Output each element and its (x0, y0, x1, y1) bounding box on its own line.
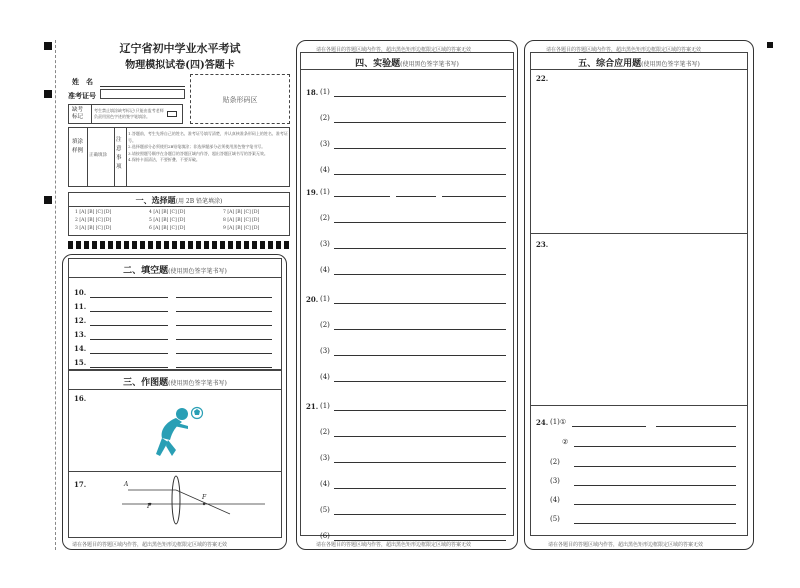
timing-bar (188, 241, 193, 249)
choice-title: 一、选择题(用 2B 铅笔填涂) (135, 195, 223, 205)
q16-number: 16. (74, 394, 87, 403)
absent-note: 考生禁止填涂缺考标记!只能由监考老师负责用黑色字迹的签字笔填涂。 (94, 108, 164, 119)
q23-number: 23. (536, 240, 549, 249)
experiment-sub-label: (4) (320, 166, 330, 174)
experiment-answer-line[interactable] (442, 196, 506, 197)
fill-answer-line[interactable] (176, 311, 272, 312)
q17-number: 17. (74, 480, 87, 489)
experiment-answer-line[interactable] (334, 355, 506, 356)
fill-answer-line[interactable] (176, 297, 272, 298)
lens-label-f2: F (202, 494, 207, 501)
barcode-area (190, 74, 290, 124)
fill-answer-line[interactable] (90, 353, 168, 354)
q24-answer-line[interactable] (574, 466, 736, 467)
experiment-sub-label: (4) (320, 373, 330, 381)
timing-mark (44, 42, 52, 50)
q24-sub-label: (1)① (550, 418, 567, 426)
experiment-answer-line[interactable] (334, 248, 506, 249)
timing-bar (260, 241, 265, 249)
fill-question-number: 11. (74, 302, 87, 311)
experiment-answer-line[interactable] (334, 148, 506, 149)
timing-bar (156, 241, 161, 249)
q24-answer-line[interactable] (574, 523, 736, 524)
timing-bar (76, 241, 81, 249)
experiment-answer-line[interactable] (334, 514, 506, 515)
fill-answer-line[interactable] (90, 297, 168, 298)
fill-answer-line[interactable] (90, 367, 168, 368)
timing-bar (180, 241, 185, 249)
drawing-title: 三、作图题(使用黑色签字笔书写) (123, 378, 227, 388)
timing-bar (92, 241, 97, 249)
timing-bar (108, 241, 113, 249)
choice-item[interactable]: 3 [A] [B] [C] [D] (75, 226, 112, 231)
experiment-sub-label: (3) (320, 454, 330, 462)
q24-sub-label: (4) (550, 496, 560, 504)
fill-sample: 正确填涂 (89, 153, 107, 158)
choice-item[interactable]: 2 [A] [B] [C] [D] (75, 218, 112, 223)
timing-bar (252, 241, 257, 249)
soccer-player-figure (148, 404, 208, 462)
experiment-answer-line[interactable] (334, 303, 506, 304)
timing-bar (284, 241, 289, 249)
q24-answer-line[interactable] (574, 485, 736, 486)
fill-answer-line[interactable] (176, 325, 272, 326)
experiment-answer-line[interactable] (334, 274, 506, 275)
timing-bar (172, 241, 177, 249)
experiment-answer-line[interactable] (334, 488, 506, 489)
experiment-answer-line[interactable] (396, 196, 436, 197)
fill-question-number: 15. (74, 358, 87, 367)
id-label: 准考证号 (68, 91, 96, 100)
timing-bar (220, 241, 225, 249)
experiment-answer-line[interactable] (334, 329, 506, 330)
experiment-question-number: 19. (306, 188, 319, 197)
bottom-note-right: 请在各题目的答题区域内作答，超出黑色矩形边框限定区域的答案无效 (548, 542, 704, 548)
experiment-sub-label: (1) (320, 402, 330, 410)
experiment-answer-line[interactable] (334, 410, 506, 411)
experiment-answer-line[interactable] (334, 381, 506, 382)
notice-box (68, 127, 290, 187)
experiment-answer-line[interactable] (334, 122, 506, 123)
experiment-sub-label: (2) (320, 321, 330, 329)
q24-answer-line[interactable] (574, 446, 736, 447)
timing-bar (164, 241, 169, 249)
choice-item[interactable]: 5 [A] [B] [C] [D] (149, 218, 186, 223)
experiment-sub-label: (1) (320, 188, 330, 196)
experiment-answer-line[interactable] (334, 436, 506, 437)
lens-label-a: A (124, 481, 129, 488)
application-section (530, 52, 748, 536)
experiment-sub-label: (1) (320, 295, 330, 303)
experiment-answer-line[interactable] (334, 462, 506, 463)
choice-item[interactable]: 7 [A] [B] [C] [D] (223, 210, 260, 215)
experiment-answer-line[interactable] (334, 96, 506, 97)
fill-question-number: 14. (74, 344, 87, 353)
experiment-sub-label: (3) (320, 140, 330, 148)
timing-bar (124, 241, 129, 249)
timing-bar (84, 241, 89, 249)
timing-bar (132, 241, 137, 249)
timing-bar (116, 241, 121, 249)
fill-question-number: 13. (74, 330, 87, 339)
timing-bar (196, 241, 201, 249)
fill-title: 二、填空题(使用黑色签字笔书写) (123, 266, 227, 276)
timing-bar (244, 241, 249, 249)
experiment-question-number: 20. (306, 295, 319, 304)
q24-answer-line[interactable] (572, 426, 646, 427)
q24-sub-label: (3) (550, 477, 560, 485)
timing-bar (68, 241, 73, 249)
choice-section (68, 192, 290, 236)
bottom-note-left: 请在各题目的答题区域内作答，超出黑色矩形边框限定区域的答案无效 (72, 542, 228, 548)
fill-answer-line[interactable] (90, 339, 168, 340)
timing-mark (44, 196, 52, 204)
choice-item[interactable]: 4 [A] [B] [C] [D] (149, 210, 186, 215)
top-note-middle: 请在各题目的答题区域内作答，超出黑色矩形边框限定区域的答案无效 (316, 47, 472, 53)
application-title: 五、综合应用题(使用黑色签字笔书写) (578, 59, 700, 69)
name-label: 姓 名 (72, 77, 93, 86)
header-subtitle: 物理模拟试卷(四)答题卡 (125, 60, 235, 71)
absent-box (68, 104, 183, 124)
notice-text: 1.答题前，考生先将自己的姓名、准考证号填写清楚，并认真核准条形码上的姓名、准考证号。 2.选择题部分必须使用2B铅笔填涂；非选择题部分必须使用黑色签字笔书写。 3.请按照题号顺序在各题目的答题区域内作答，超出答题区域书写的答案无效。 4.保持卡面清洁，不要折叠、不要弄破。 (128, 131, 288, 162)
fill-question-number: 10. (74, 288, 87, 297)
q22-number: 22. (536, 74, 549, 83)
notice-label: 注意事项 (116, 137, 122, 170)
lens-label-f1: F (147, 503, 152, 510)
timing-bar (140, 241, 145, 249)
q24-number: 24. (536, 418, 549, 427)
fill-sample-label: 填涂样例 (72, 139, 84, 154)
timing-bar (276, 241, 281, 249)
name-field[interactable] (100, 86, 185, 87)
timing-bar (212, 241, 217, 249)
experiment-sub-label: (3) (320, 347, 330, 355)
fill-question-number: 12. (74, 316, 87, 325)
absent-label: 缺考标记 (72, 107, 84, 120)
fill-answer-line[interactable] (176, 353, 272, 354)
timing-bar (228, 241, 233, 249)
header-title: 辽宁省初中学业水平考试 (119, 42, 241, 55)
timing-bar (236, 241, 241, 249)
id-field[interactable] (100, 89, 185, 99)
experiment-sub-label: (6) (320, 532, 330, 540)
experiment-sub-label: (3) (320, 240, 330, 248)
lens-diagram (120, 470, 270, 532)
experiment-sub-label: (2) (320, 114, 330, 122)
bottom-note-middle: 请在各题目的答题区域内作答，超出黑色矩形边框限定区域的答案无效 (316, 542, 472, 548)
fold-line (55, 40, 56, 550)
experiment-sub-label: (4) (320, 480, 330, 488)
experiment-sub-label: (5) (320, 506, 330, 514)
experiment-sub-label: (1) (320, 88, 330, 96)
choice-item[interactable]: 9 [A] [B] [C] [D] (223, 226, 260, 231)
choice-item[interactable]: 6 [A] [B] [C] [D] (149, 226, 186, 231)
timing-bar (148, 241, 153, 249)
timing-bar (268, 241, 273, 249)
q24-sub-label: (2) (550, 458, 560, 466)
experiment-section (300, 52, 514, 536)
experiment-sub-label: (2) (320, 214, 330, 222)
experiment-question-number: 18. (306, 88, 319, 97)
fill-answer-line[interactable] (176, 367, 272, 368)
experiment-question-number: 21. (306, 402, 319, 411)
fill-answer-line[interactable] (90, 325, 168, 326)
q24-sub-label: (5) (550, 515, 560, 523)
barcode-label: 贴条形码区 (222, 96, 258, 104)
experiment-title: 四、实验题(使用黑色签字笔书写) (355, 59, 459, 69)
experiment-answer-line[interactable] (334, 174, 506, 175)
q24-answer-line[interactable] (574, 504, 736, 505)
experiment-sub-label: (4) (320, 266, 330, 274)
fill-answer-line[interactable] (90, 311, 168, 312)
timing-mark (44, 90, 52, 98)
choice-item[interactable]: 1 [A] [B] [C] [D] (75, 210, 112, 215)
q24-sub-label: ② (562, 438, 569, 446)
absent-checkbox[interactable] (167, 111, 177, 117)
choice-item[interactable]: 8 [A] [B] [C] [D] (223, 218, 260, 223)
timing-mark (767, 42, 773, 48)
timing-bar (100, 241, 105, 249)
experiment-answer-line[interactable] (334, 222, 506, 223)
top-note-right: 请在各题目的答题区域内作答，超出黑色矩形边框限定区域的答案无效 (546, 47, 702, 53)
q24-answer-line[interactable] (656, 426, 736, 427)
experiment-answer-line[interactable] (334, 196, 390, 197)
experiment-answer-line[interactable] (334, 540, 506, 541)
timing-bar (204, 241, 209, 249)
experiment-sub-label: (2) (320, 428, 330, 436)
fill-answer-line[interactable] (176, 339, 272, 340)
